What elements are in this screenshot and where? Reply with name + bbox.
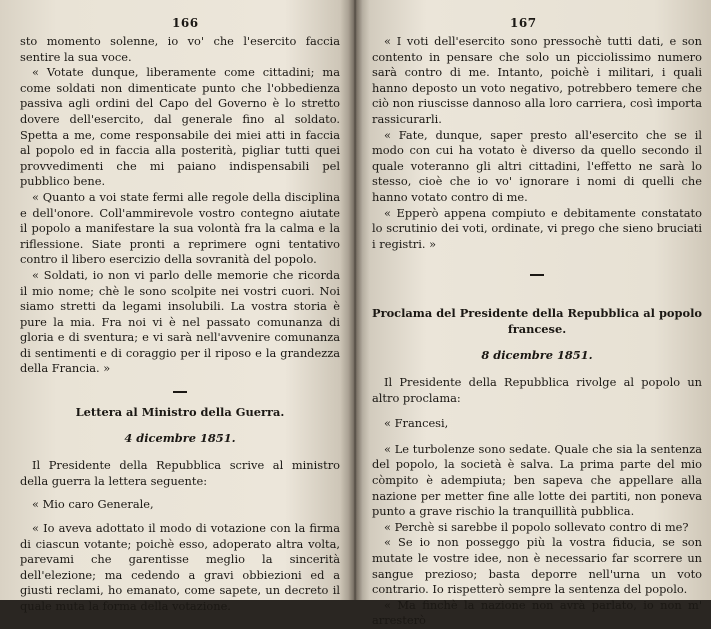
left-paragraph-5: Il Presidente della Repubblica scrive al ministro della guerra la lettera seguente: — [20, 458, 340, 488]
right-paragraph-8: « Se io non posseggo più la vostra fiducia, se son mutate le vostre idee, non è necessario far scorrere un sangue prezioso; basta deporre nell'urna un voto contrario. Io rispetterò sempre la sentenza del popolo. — [372, 535, 702, 597]
left-paragraph-7: « Io aveva adottato il modo di votazione con la firma di ciascun votante; poichè esso, adoperato altra volta, parevami che garentisse meglio la sincerità dell'elezione; ma cedendo a gravi obbiezioni ed a giusti reclami, ho emanato, come sapete, un decreto il quale muta la forma della votazione. — [20, 521, 340, 613]
left-paragraph-1: sto momento solenne, io vo' che l'esercito faccia sentire la sua voce. — [20, 34, 340, 64]
right-paragraph-4: Il Presidente della Repubblica rivolge al popolo un altro proclama: — [372, 375, 702, 405]
section-divider-left — [173, 391, 187, 393]
right-paragraph-7: « Perchè si sarebbe il popolo sollevato contro di me? — [384, 519, 689, 534]
left-paragraph-6: « Mio caro Generale, — [32, 497, 154, 512]
right-paragraph-9: « Ma finchè la nazione non avrà parlato, io non m' arresterò — [372, 597, 702, 628]
section-divider-right — [530, 274, 544, 276]
section-date-right: 8 dicembre 1851. — [481, 347, 593, 362]
left-page-text — [20, 34, 340, 615]
section-date-left: 4 dicembre 1851. — [124, 430, 236, 445]
page-number-right: 167 — [510, 16, 537, 30]
right-paragraph-6: « Le turbolenze sono sedate. Quale che sia la sentenza del popolo, la società è salva. La prima parte del mio còmpito è adempiuta; ben sapeva che appellare alla nazione per metter fine alle lotte dei partiti, non poneva punto a grave rischio la tranquillità pubblica. — [372, 441, 702, 519]
right-paragraph-3: « Epperò appena compiuto e debitamente constatato lo scrutinio dei voti, ordinate, vi prego che sieno bruciati i registri. » — [372, 205, 702, 251]
page-number-left: 166 — [172, 16, 199, 30]
right-paragraph-5: « Francesi, — [384, 416, 449, 431]
left-paragraph-3: « Quanto a voi state fermi alle regole della disciplina e dell'onore. Coll'ammirevole vostro contegno aiutate il popolo a manifestare la sua volontà fra la calma e la riflessione. Siate pronti a reprimere ogni tentativo contro il libero esercizio della sovranità del popolo. — [20, 189, 340, 267]
left-paragraph-2: « Votate dunque, liberamente come cittadini; ma come soldati non dimenticate punto che l'obbedienza passiva agli ordini del Capo del Governo è lo stretto dovere dell'esercito, dal generale fino al soldato. Spetta a me, come responsabile dei miei atti in faccia al popolo ed in faccia alla posterità, pigliar tutti quei provvedimenti che mi paiano indispensabili pel pubblico bene. — [20, 65, 340, 189]
section-title-left: Lettera al Ministro della Guerra. — [75, 405, 285, 420]
right-page — [358, 0, 711, 628]
left-paragraph-4: « Soldati, io non vi parlo delle memorie che ricorda il mio nome; chè le sono scolpite nei vostri cuori. Noi siamo stretti da legami insolubili. La vostra storia è pure la mia. Fra noi vi è nel passato comunanza di gloria e di sventura; e vi sarà nell'avvenire comunanza di sentimenti e di coraggio per il riposo e la grandezza della Francia. » — [20, 267, 340, 376]
right-page-text — [372, 34, 702, 629]
left-page — [0, 0, 352, 613]
right-paragraph-2: « Fate, dunque, saper presto all'esercito che se il modo con cui ha votato è diverso da quello secondo il quale voteranno gli altri cittadini, l'effetto ne sarà lo stesso, cioè che io vo' ignorare i nomi di quelli che hanno votato contro di me. — [372, 127, 702, 204]
right-paragraph-1: « I voti dell'esercito sono pressochè tutti dati, e son contento in pensare che solo un picciolissimo numero sarà contro di me. Intanto, poichè i militari, i quali hanno deposto un voto negativo, potrebbero temere che ciò non riuscisse dannoso alla loro carriera, così importa rassicurarli. — [372, 34, 702, 126]
section-title-right: Proclama del Presidente della Repubblica al popolo francese. — [372, 306, 702, 336]
